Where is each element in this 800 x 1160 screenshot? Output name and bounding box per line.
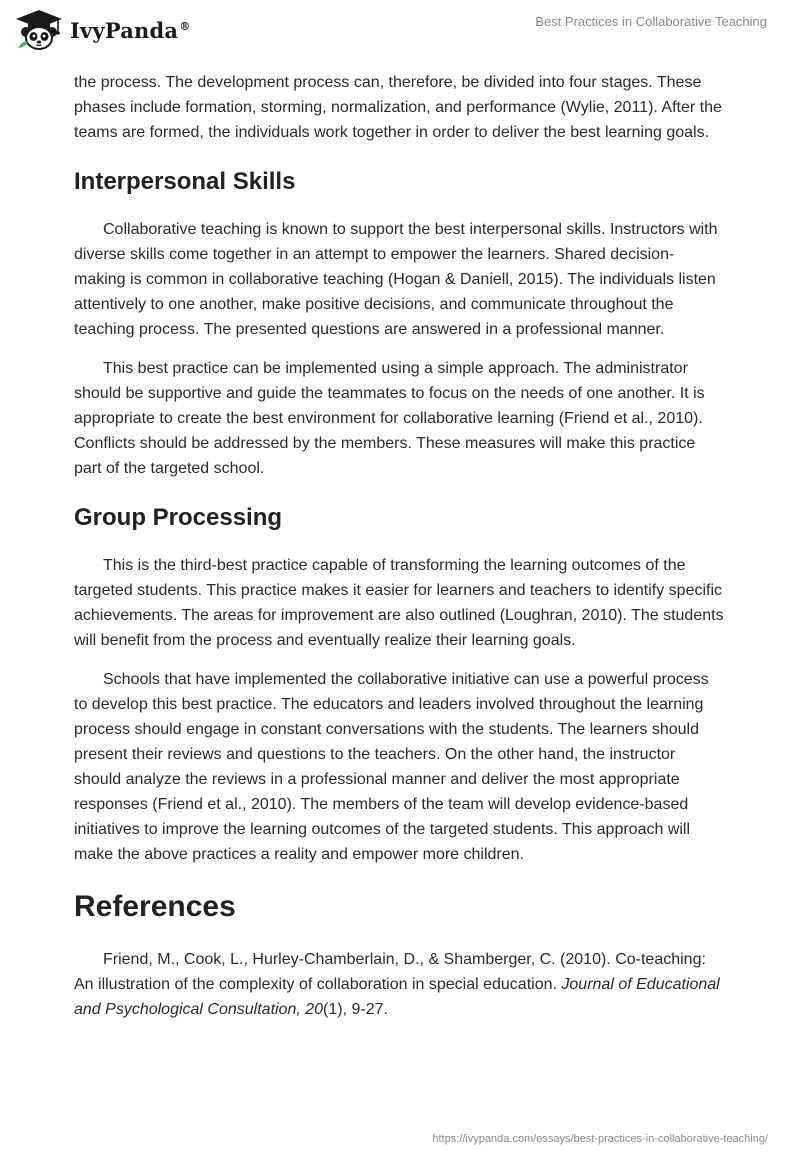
paragraph: This is the third-best practice capable of transforming the learning outcomes of the targeted students. This practice makes it easier for learners and teachers to identify specific achievements. The areas for improvement are also outlined (Loughran, 2010). The students will benefit from the process and eventually realize their learning goals. (74, 557, 724, 649)
registered-mark: ® (179, 19, 191, 33)
reference-citation: Friend, M., Cook, L., Hurley-Chamberlain, D., & Shamberger, C. (2010). Co-teaching: An illustration of the complexity of collaboration in special education. (74, 951, 706, 993)
paragraph: Collaborative teaching is known to support the best interpersonal skills. Instructors with diverse skills come together in an attempt to empower the learners. Shared decision-making is common in collaborative teaching (Hogan & Daniell, 2015). The individuals listen attentively to one another, make positive decisions, and communicate throughout the teaching process. The presented questions are answered in a professional manner. (74, 221, 718, 338)
paragraph: Schools that have implemented the collaborative initiative can use a powerful process to develop this best practice. The educators and leaders involved throughout the learning process should engage in constant conversations with the students. The learners should present their reviews and questions to the teachers. On the other hand, the instructor should analyze the reviews in a professional manner and deliver the most appropriate responses (Friend et al., 2010). The members of the team will develop evidence-based initiatives to improve the learning outcomes of the targeted students. This approach will make the above practices a reality and empower more children. (74, 671, 709, 863)
brand-logo[interactable] (14, 8, 190, 52)
reference-journal: Journal of Educational and Psychological Consultation, 20 (74, 976, 720, 1018)
section-heading-interpersonal-skills: Interpersonal Skills (74, 168, 296, 195)
references-heading: References (74, 890, 236, 923)
panda-graduation-cap-icon (14, 8, 64, 52)
intro-paragraph: the process. The development process can, therefore, be divided into four stages. These phases include formation, storming, normalization, and performance (Wylie, 2011). After the teams are formed, the individuals work together in order to deliver the best learning goals. (74, 74, 722, 141)
paragraph: This best practice can be implemented using a simple approach. The administrator should be supportive and guide the teammates to focus on the needs of one another. It is appropriate to create the best environment for collaborative learning (Friend et al., 2010). Conflicts should be addressed by the members. These measures will make this practice part of the targeted school. (74, 360, 705, 477)
reference-entry (74, 947, 724, 1022)
running-title: Best Practices in Collaborative Teaching (535, 14, 767, 29)
page-header (0, 0, 800, 70)
source-url[interactable]: https://ivypanda.com/essays/best-practices-in-collaborative-teaching/ (432, 1133, 768, 1145)
reference-issue-pages: (1), 9-27. (323, 1001, 388, 1018)
brand-name: IvyPanda® (70, 17, 191, 43)
essay-content (74, 70, 724, 1036)
section-heading-group-processing: Group Processing (74, 504, 283, 531)
